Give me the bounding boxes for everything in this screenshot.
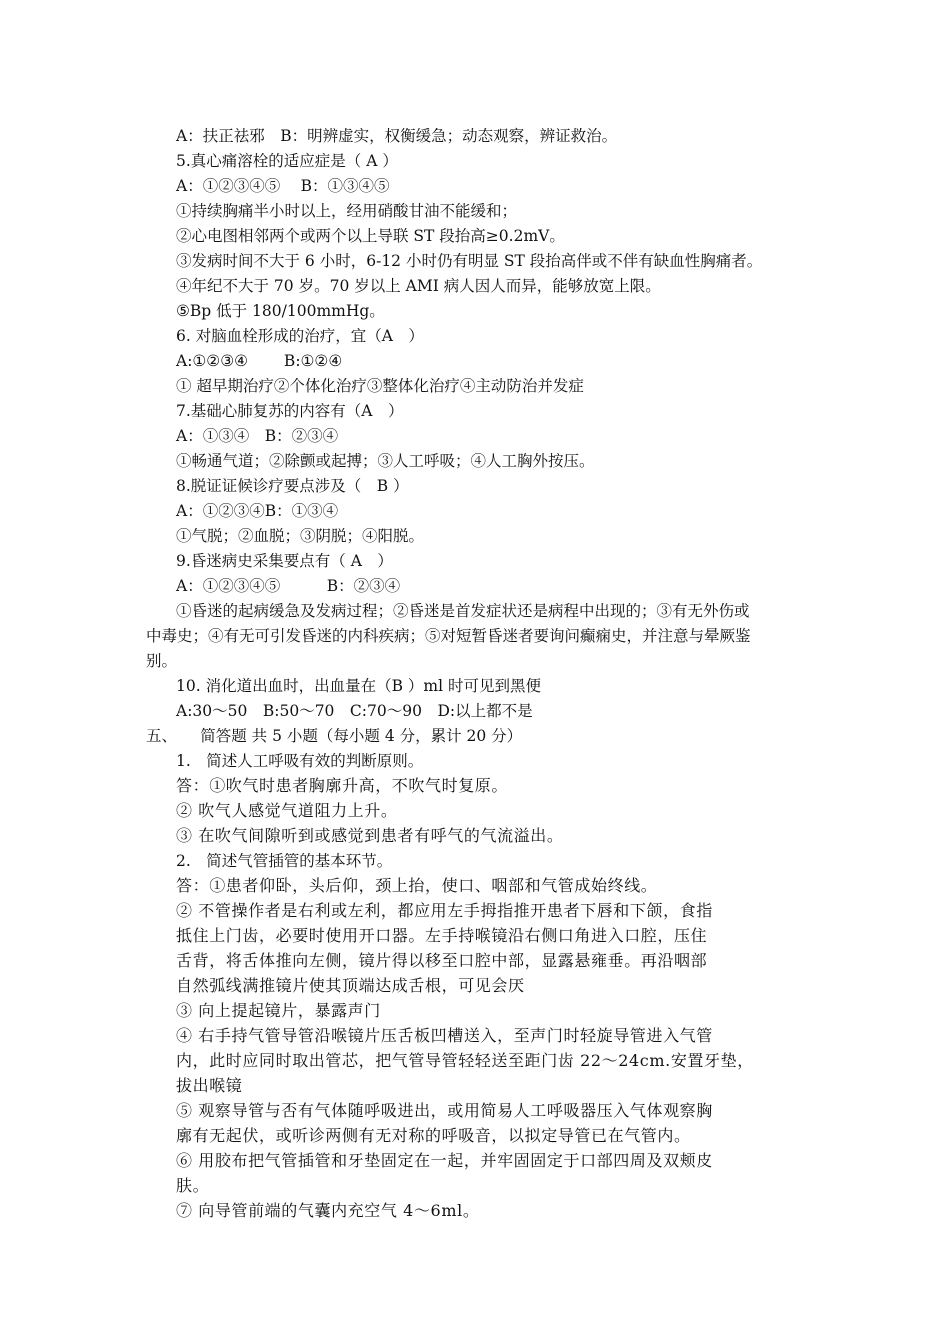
answer-line: 答：①吹气时患者胸廓升高，不吹气时复原。: [176, 776, 509, 795]
answer-line: 内，此时应同时取出管芯，把气管导管轻轻送至距门齿 22～24cm.安置牙垫，: [176, 1051, 754, 1070]
answer-line: ⑥ 用胶布把气管插管和牙垫固定在一起，并牢固固定于口部四周及双颊皮: [176, 1151, 713, 1170]
answer-line: 抵住上门齿，必要时使用开口器。左手持喉镜沿右侧口角进入口腔，压住: [176, 926, 708, 945]
text-line: ③发病时间不大于 6 小时，6-12 小时仍有明显 ST 段抬高伴或不伴有缺血性胸痛者。: [176, 252, 763, 270]
text-line: ②心电图相邻两个或两个以上导联 ST 段抬高≥0.2mV。: [176, 227, 565, 245]
question-8: 8.脱证证候诊疗要点涉及（ B ）: [176, 477, 409, 495]
text-line: A：①③④ B：②③④: [176, 427, 339, 445]
text-line: A：①②③④⑤ B：②③④: [176, 577, 401, 595]
text-line: A：①②③④B：①③④: [176, 502, 339, 520]
answer-line: ② 不管操作者是右利或左利，都应用左手拇指推开患者下唇和下颌，食指: [176, 901, 713, 920]
question-6: 6. 对脑血栓形成的治疗，宜（A ）: [176, 327, 424, 345]
text-line: ①昏迷的起病缓急及发病过程；②昏迷是首发症状还是病程中出现的；③有无外伤或: [176, 602, 750, 620]
answer-line: 肤。: [176, 1176, 210, 1195]
answer-line: ⑦ 向导管前端的气囊内充空气 4～6ml。: [176, 1201, 480, 1220]
answer-line: ⑤ 观察导管与否有气体随呼吸进出，或用简易人工呼吸器压入气体观察胸: [176, 1101, 713, 1120]
question-10: 10. 消化道出血时，出血量在（B ）ml 时可见到黑便: [176, 677, 541, 695]
answer-line: 答：①患者仰卧，头后仰，颈上抬，使口、咽部和气管成始终线。: [176, 876, 658, 895]
question-7: 7.基础心肺复苏的内容有（A ）: [176, 402, 404, 420]
text-line: A:①②③④ B:①②④: [176, 352, 343, 370]
answer-line: ② 吹气人感觉气道阻力上升。: [176, 801, 398, 820]
text-line: 别。: [146, 652, 178, 670]
text-line: ① 超早期治疗②个体化治疗③整体化治疗④主动防治并发症: [176, 377, 584, 395]
question-5: 5.真心痛溶栓的适应症是（ A ）: [176, 152, 398, 170]
answer-line: 舌背，将舌体推向左侧，镜片得以移至口腔中部，显露悬雍垂。再沿咽部: [176, 951, 708, 970]
text-line: A：扶正祛邪 B：明辨虚实，权衡缓急；动态观察，辨证救治。: [176, 127, 618, 145]
answer-line: 廓有无起伏，或听诊两侧有无对称的呼吸音，以拟定导管已在气管内。: [176, 1126, 691, 1145]
text-line: ①气脱；②血脱；③阴脱；④阳脱。: [176, 527, 425, 545]
answer-line: 自然弧线满推镜片使其顶端达成舌根，可见会厌: [176, 976, 525, 995]
text-line: ①持续胸痛半小时以上，经用硝酸甘油不能缓和；: [176, 202, 518, 220]
short-answer-1: 1. 简述人工呼吸有效的判断原则。: [176, 752, 424, 770]
section-heading: 五、 简答题 共 5 小题（每小题 4 分，累计 20 分）: [146, 727, 523, 745]
text-line: A：①②③④⑤ B：①③④⑤: [176, 177, 390, 195]
answer-line: ③ 在吹气间隙听到或感觉到患者有呼气的气流溢出。: [176, 826, 564, 845]
question-9: 9.昏迷病史采集要点有（ A ）: [176, 552, 393, 570]
text-line: ④年纪不大于 70 岁。70 岁以上 AMI 病人因人而异，能够放宽上限。: [176, 277, 661, 295]
text-line: ⑤Bp 低于 180/100mmHg。: [176, 302, 385, 320]
text-line: ①畅通气道；②除颤或起搏；③人工呼吸；④人工胸外按压。: [176, 452, 595, 470]
short-answer-2: 2. 简述气管插管的基本环节。: [176, 852, 393, 870]
answer-line: 拔出喉镜: [176, 1076, 243, 1095]
answer-line: ④ 右手持气管导管沿喉镜片压舌板凹槽送入，至声门时轻旋导管进入气管: [176, 1026, 713, 1045]
answer-line: ③ 向上提起镜片，暴露声门: [176, 1001, 381, 1020]
text-line: A:30～50 B:50～70 C:70～90 D:以上都不是: [176, 702, 533, 720]
text-line: 中毒史；④有无可引发昏迷的内科疾病；⑤对短暂昏迷者要询问癫痫史，并注意与晕厥鉴: [146, 627, 751, 645]
